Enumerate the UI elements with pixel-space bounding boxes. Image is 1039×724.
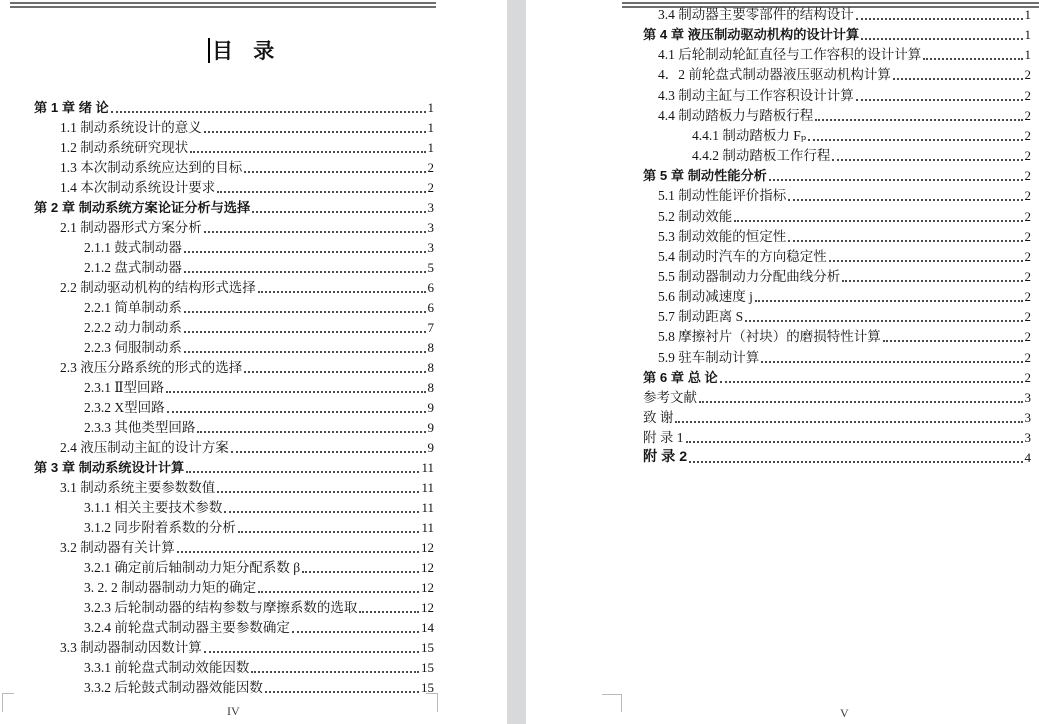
toc-entry-page: 2: [1024, 168, 1031, 184]
toc-entry[interactable]: [658, 3, 1031, 23]
toc-entry-page: 2: [427, 160, 434, 175]
toc-entry-label: 2.2.2 动力制动系: [84, 320, 182, 335]
toc-entry-page: 3: [427, 240, 434, 255]
toc-entry-label: 5.2 制动效能: [658, 208, 733, 224]
toc-entry[interactable]: [643, 23, 1031, 43]
footer-page-number: V: [840, 706, 849, 720]
toc-entry-page: 9: [427, 400, 434, 415]
toc-entry-page: 2: [1024, 107, 1031, 123]
dot-leader: [808, 139, 1022, 141]
toc-entry-page: 3: [1024, 430, 1031, 446]
dot-leader: [699, 401, 1023, 403]
toc-entry-page: 2: [1024, 127, 1031, 143]
dot-leader: [856, 99, 1023, 101]
toc-entry[interactable]: [658, 84, 1031, 104]
toc-entry[interactable]: [658, 225, 1031, 245]
toc-entry-page: 3: [1024, 410, 1031, 425]
dot-leader: [111, 111, 426, 113]
toc-entry-label: 2.2.1 简单制动系: [84, 300, 182, 315]
toc-entry-label: 3. 2. 2 制动器制动力矩的确定: [84, 580, 257, 595]
toc-entry-page: 9: [427, 440, 434, 455]
toc-entry[interactable]: [60, 136, 434, 156]
toc-entry-page: 2: [1024, 289, 1031, 305]
text-cursor: [208, 38, 210, 63]
toc-entry-page: 8: [427, 380, 434, 395]
toc-entry[interactable]: [692, 144, 1031, 164]
toc-entry-page: 3: [1024, 389, 1031, 405]
toc-entry-label: 5.1 制动性能评价指标: [658, 188, 787, 204]
toc-entry-label: 1.3 本次制动系统应达到的目标: [60, 160, 243, 175]
toc-entry-page: 2: [1024, 208, 1031, 224]
toc-entry-label: 致 谢: [643, 410, 674, 425]
toc-entry-label: 2.3.1 Ⅱ型回路: [84, 380, 165, 395]
toc-entry-page: 1: [427, 120, 434, 135]
text-boundary-mark: [426, 693, 438, 712]
toc-entry-page: 6: [427, 280, 434, 295]
toc-entry-label: 3.2 制动器有关计算: [60, 540, 175, 555]
toc-entry[interactable]: [643, 386, 1031, 406]
toc-entry[interactable]: [60, 216, 434, 236]
toc-entry-page: 14: [421, 620, 434, 635]
toc-entry[interactable]: [658, 104, 1031, 124]
toc-entry[interactable]: [60, 176, 434, 196]
toc-entry-page: 11: [421, 520, 434, 535]
toc-entry-label: 第 5 章 制动性能分析: [643, 168, 767, 184]
toc-entry-label: 4．2 前轮盘式制动器液压驱动机构计算: [658, 67, 891, 83]
dot-leader: [244, 371, 425, 373]
toc-entry-label: 2.2 制动驱动机构的结构形式选择: [60, 280, 256, 295]
toc-entry-label: 3.2.1 确定前后轴制动力矩分配系数 β: [84, 560, 301, 575]
toc-entry[interactable]: [84, 496, 434, 516]
toc-entry-page: 12: [421, 580, 434, 595]
toc-entry[interactable]: [60, 436, 434, 456]
toc-entry-label: 3.3.2 后轮鼓式制动器效能因数: [84, 680, 263, 695]
dot-leader: [861, 38, 1022, 40]
toc-entry-page: 2: [1024, 228, 1031, 244]
dot-leader: [788, 240, 1022, 242]
toc-entry[interactable]: [60, 636, 434, 656]
toc-entry-label: 4.3 制动主缸与工作容积设计计算: [658, 87, 854, 103]
toc-entry[interactable]: [84, 256, 434, 276]
toc-entry-page: 2: [1024, 248, 1031, 264]
dot-leader: [204, 131, 426, 133]
toc-entry-label: 5.7 制动距离 S: [658, 309, 744, 325]
toc-entry-label: 第 2 章 制动系统方案论证分析与选择: [34, 200, 251, 215]
dot-leader: [734, 220, 1022, 222]
toc-entry[interactable]: [84, 396, 434, 416]
dot-leader: [166, 391, 425, 393]
dot-leader: [217, 491, 419, 493]
toc-entry-page: 5: [427, 260, 434, 275]
toc-entry-label: 2.4 液压制动主缸的设计方案: [60, 440, 229, 455]
dot-leader: [184, 251, 426, 253]
toc-entry[interactable]: [60, 156, 434, 176]
page-left: [0, 0, 507, 724]
toc-entry[interactable]: [658, 265, 1031, 285]
dot-leader: [184, 351, 426, 353]
toc-entry-page: 11: [421, 500, 434, 515]
toc-entry-label: 5.3 制动效能的恒定性: [658, 228, 787, 244]
dot-leader: [832, 159, 1022, 161]
toc-entry-label: 3.3 制动器制动因数计算: [60, 640, 202, 655]
toc-entry-page: 6: [427, 300, 434, 315]
toc-entry-page: 11: [421, 460, 434, 475]
dot-leader: [204, 231, 426, 233]
toc-entry[interactable]: [84, 656, 434, 676]
toc-entry-label: 第 1 章 绪 论: [34, 100, 109, 115]
toc-entry-page: 2: [1024, 268, 1031, 284]
toc-entry[interactable]: [658, 43, 1031, 63]
toc-entry-page: 3: [427, 220, 434, 235]
dot-leader: [258, 291, 426, 293]
toc-entry-label: 5.4 制动时汽车的方向稳定性: [658, 248, 827, 264]
toc-entry[interactable]: [84, 236, 434, 256]
page-right: [526, 0, 1039, 724]
toc-entry[interactable]: [643, 164, 1031, 184]
toc-entry-label: 附 录 2: [643, 449, 688, 466]
dot-leader: [197, 431, 425, 433]
toc-entry-page: 1: [1024, 27, 1031, 43]
toc-entry[interactable]: [60, 476, 434, 496]
toc-entry[interactable]: [84, 596, 434, 616]
dot-leader: [184, 271, 426, 273]
toc-entry-label: 附 录 1: [643, 430, 684, 446]
dot-leader: [224, 511, 419, 513]
toc-entry-page: 12: [421, 560, 434, 575]
toc-entry[interactable]: [60, 356, 434, 376]
dot-leader: [686, 441, 1023, 443]
toc-entry-page: 2: [1024, 148, 1031, 164]
toc-entry-label: 第 6 章 总 论: [643, 369, 718, 385]
toc-entry[interactable]: [658, 184, 1031, 204]
toc-entry-page: 15: [421, 680, 434, 695]
toc-entry[interactable]: [643, 426, 1031, 446]
dot-leader: [186, 471, 419, 473]
dot-leader: [720, 381, 1023, 383]
dot-leader: [689, 461, 1022, 463]
dot-leader: [769, 179, 1023, 181]
toc-entry-page: 2: [1024, 67, 1031, 83]
toc-entry-label: 3.4 制动器主要零部件的结构设计: [658, 7, 854, 22]
toc-entry-label: 5.9 驻车制动计算: [658, 349, 760, 365]
toc-entry[interactable]: [658, 346, 1031, 366]
toc-entry-label: 1.2 制动系统研究现状: [60, 140, 189, 155]
toc-entry[interactable]: [60, 116, 434, 136]
toc-entry-page: 2: [1024, 329, 1031, 345]
toc-entry[interactable]: [658, 305, 1031, 325]
dot-leader: [252, 211, 425, 213]
dot-leader: [856, 18, 1023, 20]
dot-leader: [251, 671, 419, 673]
toc-entry-label: 3.1.1 相关主要技术参数: [84, 500, 223, 515]
toc-entry[interactable]: [643, 446, 1031, 466]
dot-leader: [302, 571, 419, 573]
dot-leader: [190, 151, 425, 153]
dot-leader: [258, 591, 419, 593]
toc-entry-label: 3.2.4 前轮盘式制动器主要参数确定: [84, 620, 290, 635]
toc-entry-label: 2.1 制动器形式方案分析: [60, 220, 202, 235]
toc-entry-label: 第 3 章 制动系统设计计算: [34, 460, 185, 475]
toc-entry[interactable]: [34, 456, 434, 476]
dot-leader: [244, 171, 425, 173]
toc-entry-page: 1: [1024, 47, 1031, 63]
toc-entry-label: 参考文献: [643, 389, 697, 405]
toc-entry[interactable]: [84, 416, 434, 436]
toc-entry[interactable]: [84, 616, 434, 636]
toc-entry-page: 2: [1024, 309, 1031, 325]
dot-leader: [167, 411, 426, 413]
dot-leader: [842, 280, 1022, 282]
toc-title[interactable]: 目 录: [212, 39, 276, 63]
toc-entry-label: 5.8 摩擦衬片（衬块）的磨损特性计算: [658, 329, 881, 345]
toc-entry-label: 2.1.1 鼓式制动器: [84, 240, 182, 255]
toc-entry-label: 4.4.2 制动踏板工作行程: [692, 148, 831, 164]
toc-entry[interactable]: [84, 516, 434, 536]
toc-entry-page: 15: [421, 660, 434, 675]
dot-leader: [761, 361, 1022, 363]
dot-leader: [238, 531, 420, 533]
toc-entry[interactable]: [643, 406, 1031, 426]
toc-entry-label: 3.1.2 同步附着系数的分析: [84, 520, 236, 535]
toc-entry-label: 2.3.3 其他类型回路: [84, 420, 196, 435]
toc-entry-page: 9: [427, 420, 434, 435]
toc-entry-label: 1.1 制动系统设计的意义: [60, 120, 202, 135]
toc-entry-page: 4: [1024, 450, 1031, 466]
toc-entry[interactable]: [658, 63, 1031, 83]
toc-entry-page: 1: [427, 100, 434, 115]
toc-entry[interactable]: [84, 316, 434, 336]
toc-entry-label: 3.2.3 后轮制动器的结构参数与摩擦系数的选取: [84, 600, 358, 615]
toc-title-block: [208, 37, 275, 63]
toc-entry[interactable]: [60, 276, 434, 296]
dot-leader: [923, 58, 1022, 60]
toc-entry-label: 4.1 后轮制动轮缸直径与工作容积的设计计算: [658, 47, 922, 63]
toc-entry[interactable]: [34, 196, 434, 216]
toc-entry-page: 3: [427, 200, 434, 215]
dot-leader: [217, 191, 425, 193]
toc-entry-label: 3.3.1 前轮盘式制动效能因数: [84, 660, 250, 675]
toc-entry-label: 2.2.3 伺服制动系: [84, 340, 182, 355]
dot-leader: [675, 421, 1022, 423]
text-boundary-mark: [2, 693, 14, 712]
toc-entry-label: 4.4.1 制动踏板力 Fₚ: [692, 127, 807, 143]
toc-entry[interactable]: [84, 556, 434, 576]
toc-entry-page: 8: [427, 360, 434, 375]
toc-entry-page: 1: [427, 140, 434, 155]
dot-leader: [184, 331, 426, 333]
toc-entry[interactable]: [34, 96, 434, 116]
toc-entry-page: 11: [421, 480, 434, 495]
toc-entry[interactable]: [84, 676, 434, 696]
toc-entry-page: 2: [1024, 369, 1031, 385]
dot-leader: [204, 651, 419, 653]
toc-entry-page: 2: [1024, 349, 1031, 365]
toc-entry[interactable]: [658, 205, 1031, 225]
toc-entry-page: 8: [427, 340, 434, 355]
footer-page-number: IV: [227, 704, 240, 718]
toc-entry[interactable]: [658, 285, 1031, 305]
dot-leader: [788, 199, 1022, 201]
toc-entry-label: 3.1 制动系统主要参数数值: [60, 480, 216, 495]
toc-entry-page: 2: [1024, 87, 1031, 103]
toc-entry-page: 2: [1024, 188, 1031, 204]
text-boundary-mark: [602, 694, 622, 712]
toc-entry-label: 2.3.2 X型回路: [84, 400, 165, 415]
toc-entry-label: 第 4 章 液压制动驱动机构的设计计算: [643, 27, 860, 43]
toc-entry-label: 2.3 液压分路系统的形式的选择: [60, 360, 243, 375]
toc-entry-page: 12: [421, 540, 434, 555]
dot-leader: [292, 631, 419, 633]
toc-entry[interactable]: [84, 336, 434, 356]
dot-leader: [745, 320, 1022, 322]
toc-entry-label: 5.5 制动器制动力分配曲线分析: [658, 268, 841, 284]
toc-entry[interactable]: [84, 296, 434, 316]
dot-leader: [231, 451, 426, 453]
toc-entry-page: 7: [427, 320, 434, 335]
toc-entry[interactable]: [692, 124, 1031, 144]
toc-entry-page: 1: [1024, 7, 1031, 22]
dot-leader: [265, 691, 419, 693]
dot-leader: [177, 551, 419, 553]
toc-entry[interactable]: [658, 325, 1031, 345]
dot-leader: [755, 300, 1023, 302]
toc-entry-page: 12: [421, 600, 434, 615]
toc-entry[interactable]: [84, 376, 434, 396]
toc-entry-page: 15: [421, 640, 434, 655]
dot-leader: [359, 611, 419, 613]
toc-entry-label: 5.6 制动减速度 j: [658, 289, 753, 305]
toc-entry[interactable]: [643, 366, 1031, 386]
toc-entry-label: 2.1.2 盘式制动器: [84, 260, 182, 275]
header-rule: [10, 2, 436, 8]
toc-entry[interactable]: [84, 576, 434, 596]
toc-entry[interactable]: [658, 245, 1031, 265]
dot-leader: [893, 78, 1023, 80]
dot-leader: [184, 311, 426, 313]
toc-entry[interactable]: [60, 536, 434, 556]
dot-leader: [829, 260, 1023, 262]
toc-entry-label: 1.4 本次制动系统设计要求: [60, 180, 216, 195]
toc-entry-page: 2: [427, 180, 434, 195]
toc-entry-label: 4.4 制动踏板力与踏板行程: [658, 107, 814, 123]
dot-leader: [815, 119, 1022, 121]
dot-leader: [883, 340, 1023, 342]
